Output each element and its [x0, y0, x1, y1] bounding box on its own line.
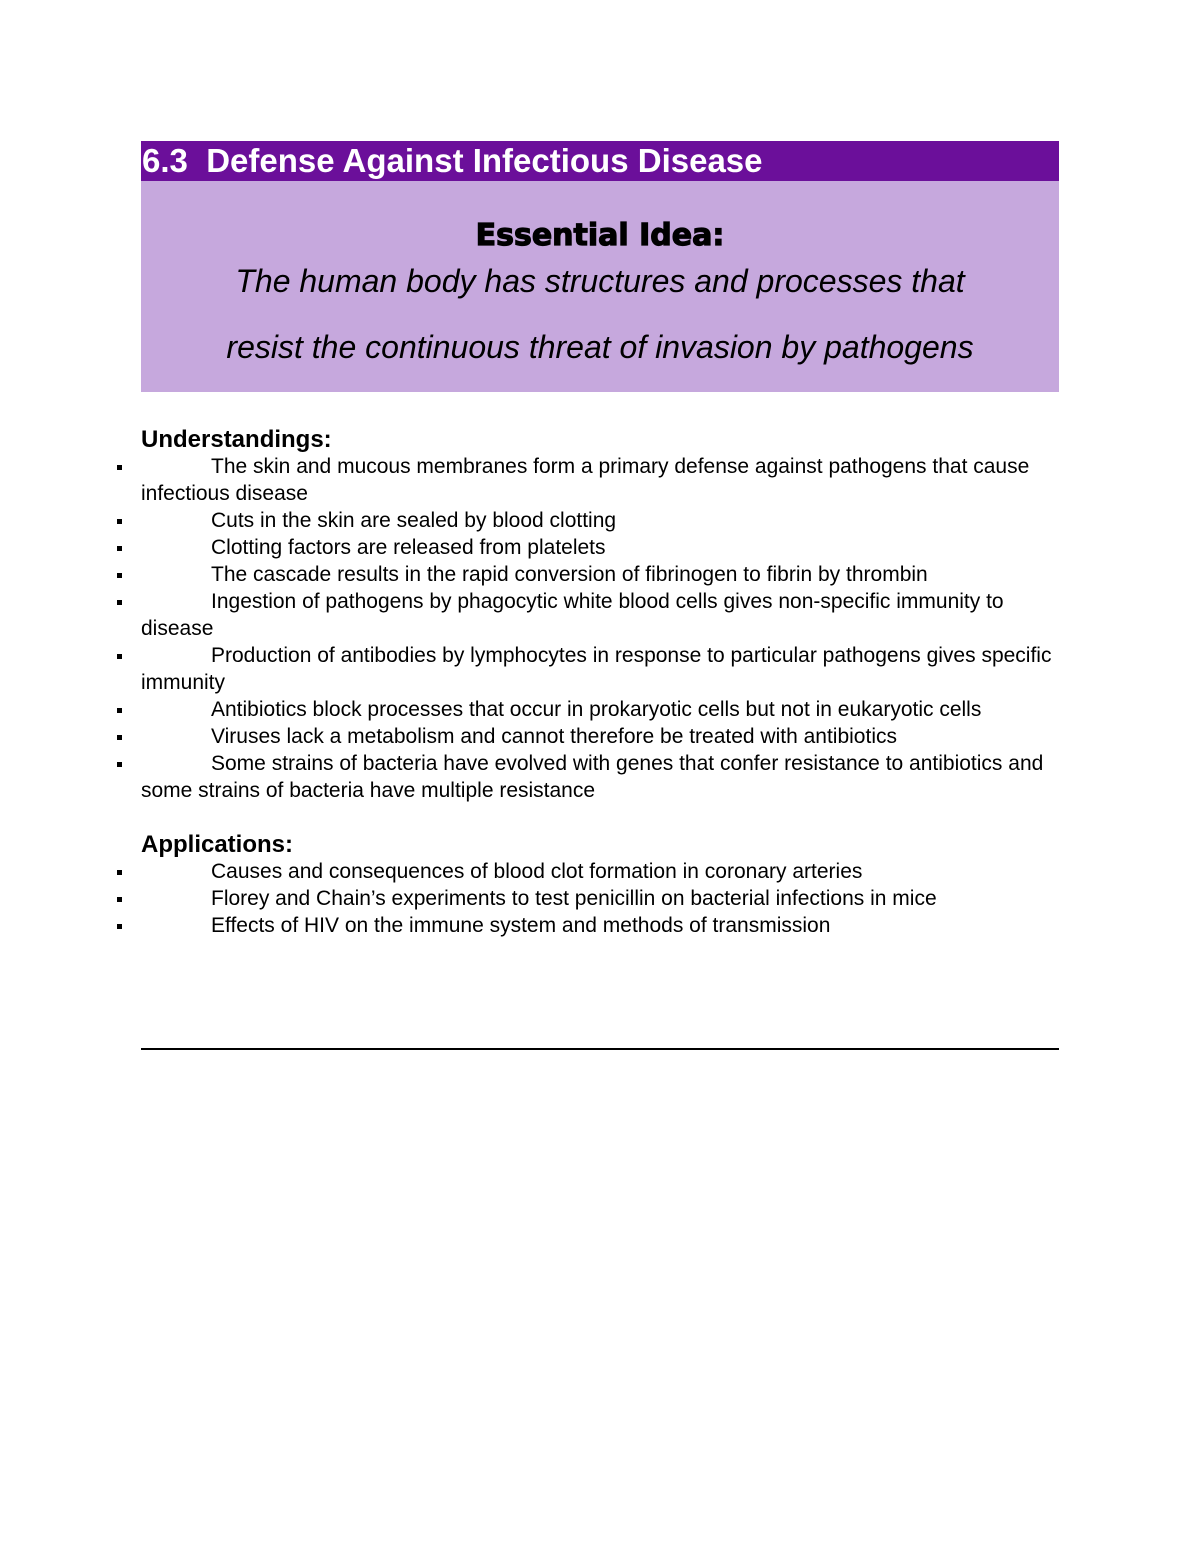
bullet-square-icon [117, 762, 122, 767]
horizontal-rule [141, 1048, 1059, 1050]
list-item: The cascade results in the rapid conversion of fibrinogen to fibrin by thrombin [141, 561, 1059, 588]
understandings-section [141, 426, 1059, 804]
bullet-square-icon [117, 735, 122, 740]
essential-idea-heading: Essential Idea: [475, 218, 725, 253]
bullet-square-icon [117, 573, 122, 578]
essential-idea-line-2: resist the continuous threat of invasion by pathogens [226, 329, 974, 365]
understandings-list [141, 453, 1059, 804]
bullet-square-icon [117, 897, 122, 902]
document-page [141, 141, 1059, 939]
essential-idea-statement [141, 248, 1059, 380]
list-item: Ingestion of pathogens by phagocytic white blood cells gives non-specific immunity to disease [141, 588, 1059, 642]
applications-heading: Applications: [141, 831, 294, 858]
bullet-square-icon [117, 519, 122, 524]
title-bar [141, 141, 1059, 181]
understandings-heading: Understandings: [141, 426, 332, 453]
bullet-square-icon [117, 600, 122, 605]
list-item: Florey and Chain’s experiments to test penicillin on bacterial infections in mice [141, 885, 1059, 912]
essential-idea-box [141, 181, 1059, 392]
essential-idea-line-1: The human body has structures and processes that [235, 263, 965, 299]
bullet-square-icon [117, 546, 122, 551]
applications-list [141, 858, 1059, 939]
list-item: Viruses lack a metabolism and cannot therefore be treated with antibiotics [141, 723, 1059, 750]
list-item: Cuts in the skin are sealed by blood clotting [141, 507, 1059, 534]
list-item: The skin and mucous membranes form a primary defense against pathogens that cause infectious disease [141, 453, 1059, 507]
list-item: Antibiotics block processes that occur in prokaryotic cells but not in eukaryotic cells [141, 696, 1059, 723]
bullet-square-icon [117, 465, 122, 470]
bullet-square-icon [117, 924, 122, 929]
list-item: Causes and consequences of blood clot formation in coronary arteries [141, 858, 1059, 885]
page-title: 6.3 Defense Against Infectious Disease [142, 142, 763, 179]
bullet-square-icon [117, 654, 122, 659]
bullet-square-icon [117, 708, 122, 713]
list-item: Some strains of bacteria have evolved with genes that confer resistance to antibiotics and some strains of bacteria have multiple resistance [141, 750, 1059, 804]
bullet-square-icon [117, 870, 122, 875]
list-item: Production of antibodies by lymphocytes in response to particular pathogens gives specific immunity [141, 642, 1059, 696]
list-item: Effects of HIV on the immune system and methods of transmission [141, 912, 1059, 939]
list-item: Clotting factors are released from platelets [141, 534, 1059, 561]
applications-section [141, 831, 1059, 939]
